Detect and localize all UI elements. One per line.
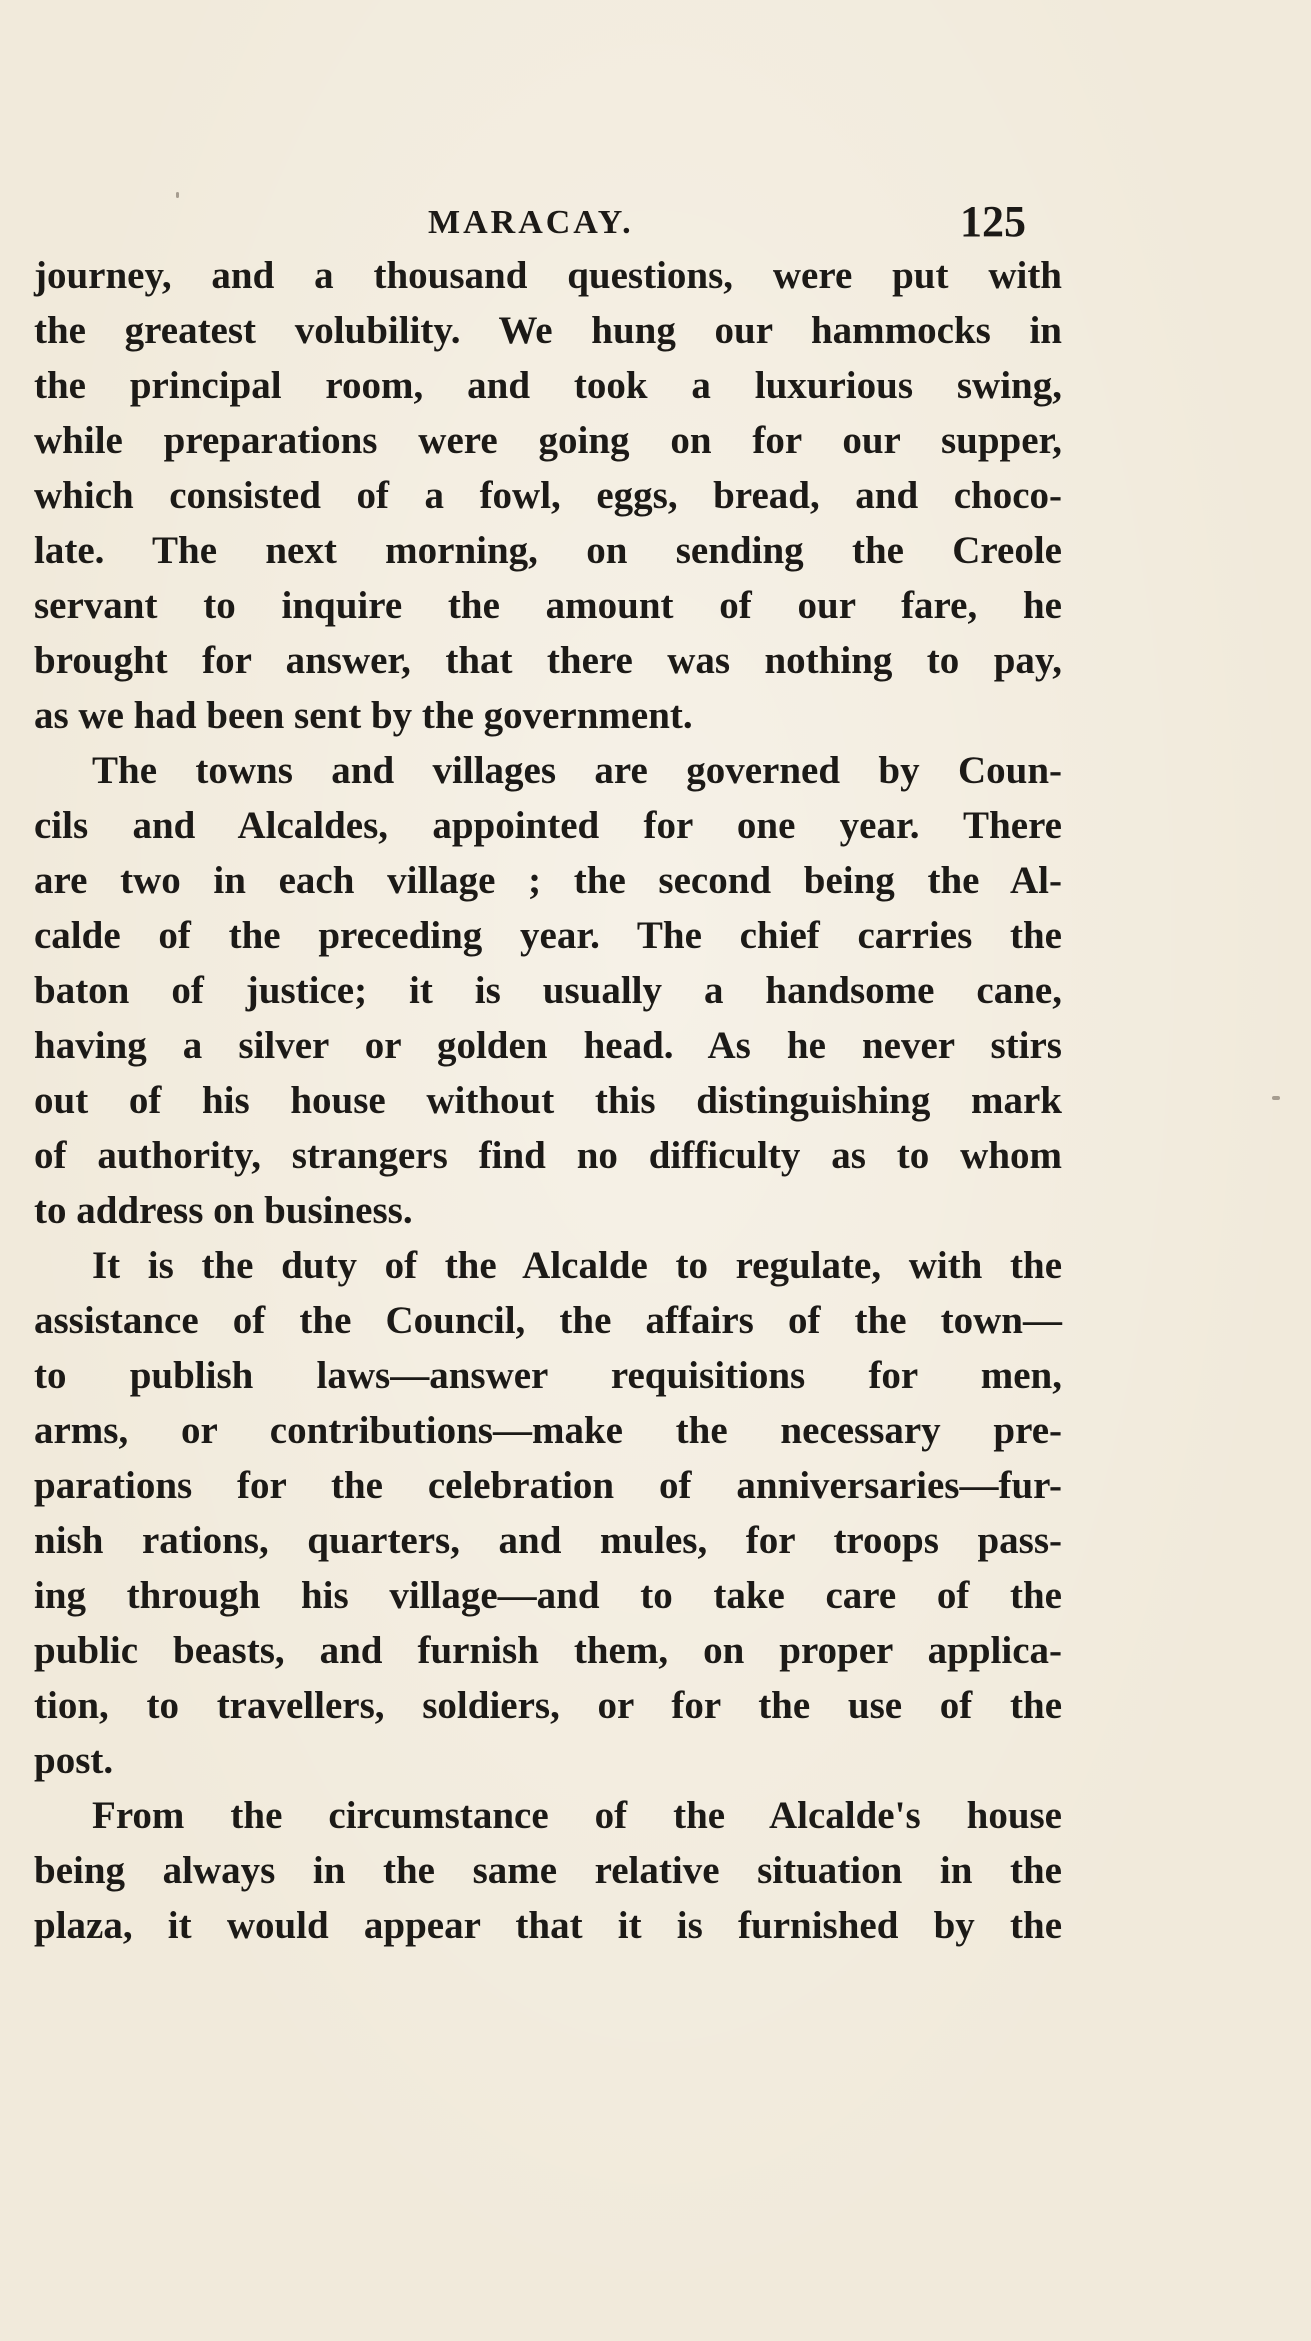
text-line: It is the duty of the Alcalde to regulate, with the <box>92 1244 1062 1287</box>
text-line: the principal room, and took a luxurious swing, <box>34 364 1062 407</box>
text-line: The towns and villages are governed by Coun- <box>92 749 1062 792</box>
text-line: the greatest volubility. We hung our hammocks in <box>34 309 1062 352</box>
text-line: From the circumstance of the Alcalde's house <box>92 1794 1062 1837</box>
text-line: as we had been sent by the government. <box>34 694 693 737</box>
text-line: tion, to travellers, soldiers, or for the use of the <box>34 1684 1062 1727</box>
text-line: journey, and a thousand questions, were put with <box>34 254 1062 297</box>
text-line: while preparations were going on for our supper, <box>34 419 1062 462</box>
paper-speck <box>176 192 179 198</box>
text-line: parations for the celebration of anniversaries—fur- <box>34 1464 1062 1507</box>
text-line: which consisted of a fowl, eggs, bread, and choco- <box>34 474 1062 517</box>
text-line: being always in the same relative situation in the <box>34 1849 1062 1892</box>
text-line: brought for answer, that there was nothing to pay, <box>34 639 1062 682</box>
text-line: assistance of the Council, the affairs of the town— <box>34 1299 1062 1342</box>
text-line: nish rations, quarters, and mules, for troops pass- <box>34 1519 1062 1562</box>
text-line: public beasts, and furnish them, on proper applica- <box>34 1629 1062 1672</box>
paper-speck <box>1272 1096 1280 1100</box>
text-line: ing through his village—and to take care of the <box>34 1574 1062 1617</box>
running-head: MARACAY. <box>428 204 634 241</box>
text-line: having a silver or golden head. As he never stirs <box>34 1024 1062 1067</box>
text-line: to address on business. <box>34 1189 413 1232</box>
page-number: 125 <box>960 197 1026 246</box>
text-line: calde of the preceding year. The chief carries the <box>34 914 1062 957</box>
text-line: cils and Alcaldes, appointed for one year. There <box>34 804 1062 847</box>
text-line: are two in each village ; the second being the Al- <box>34 859 1062 902</box>
text-line: baton of justice; it is usually a handsome cane, <box>34 969 1062 1012</box>
text-line: servant to inquire the amount of our fare, he <box>34 584 1062 627</box>
body-text <box>34 248 1062 1953</box>
page-header <box>0 196 1311 256</box>
text-line: post. <box>34 1739 114 1782</box>
text-line: late. The next morning, on sending the Creole <box>34 529 1062 572</box>
text-line: plaza, it would appear that it is furnished by the <box>34 1904 1062 1947</box>
text-line: of authority, strangers find no difficulty as to whom <box>34 1134 1062 1177</box>
text-line: out of his house without this distinguishing mark <box>34 1079 1062 1122</box>
text-line: to publish laws—answer requisitions for men, <box>34 1354 1062 1397</box>
text-line: arms, or contributions—make the necessary pre- <box>34 1409 1062 1452</box>
